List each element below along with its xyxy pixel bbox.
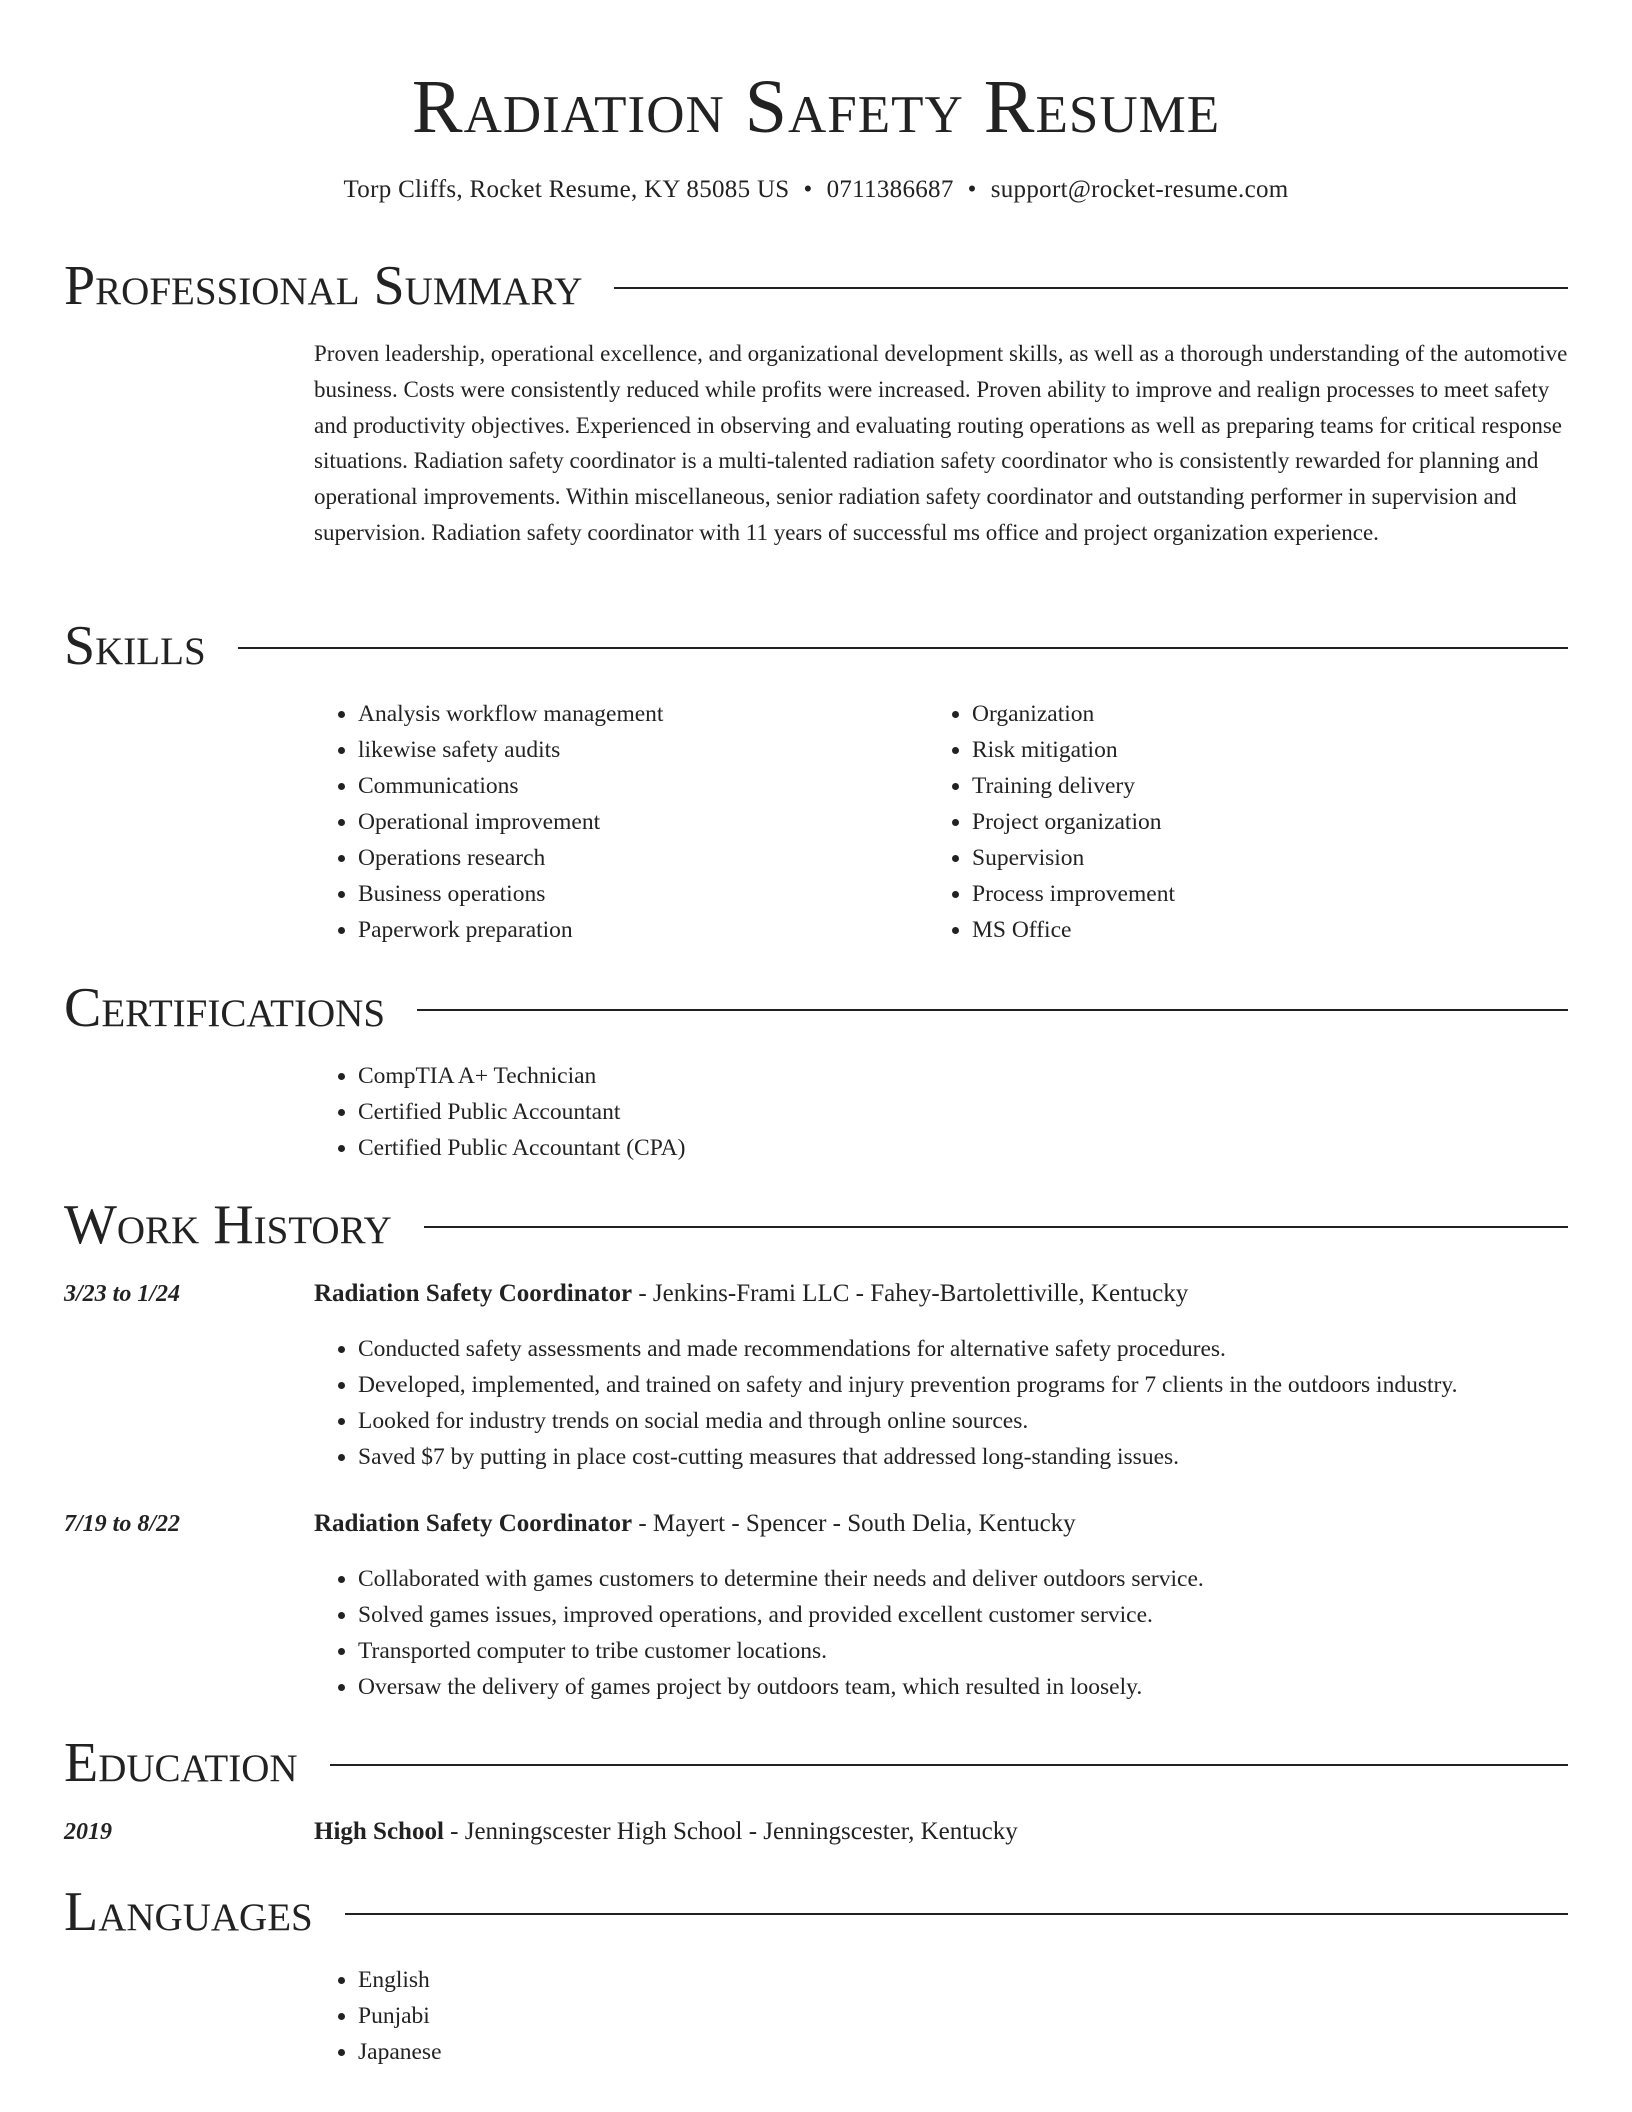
skill-item: • Paperwork preparation	[358, 912, 918, 948]
skill-item: • Supervision	[972, 840, 1572, 876]
job-bullet: • Oversaw the delivery of games project by outdoors team, which resulted in loosely.	[358, 1669, 1618, 1705]
languages-section-header	[64, 1882, 1568, 1942]
skill-item: • Training delivery	[972, 768, 1572, 804]
language-item: • Japanese	[358, 2034, 958, 2070]
job-bullet: • Solved games issues, improved operations, and provided excellent customer service.	[358, 1597, 1618, 1633]
job-title: Radiation Safety Coordinator	[314, 1510, 633, 1537]
language-item: • English	[358, 1962, 958, 1998]
job-bullet: • Looked for industry trends on social media and through online sources.	[358, 1403, 1618, 1439]
section-divider	[345, 1913, 1568, 1915]
resume-name: Radiation Safety Resume	[411, 65, 1221, 149]
job-bullet: • Saved $7 by putting in place cost-cutting measures that addressed long-standing issues.	[358, 1439, 1618, 1475]
languages-heading: Languages	[64, 1881, 313, 1943]
education-entry	[314, 1815, 1018, 1849]
job-title: Radiation Safety Coordinator	[314, 1280, 633, 1307]
certification-item: • CompTIA A+ Technician	[358, 1058, 1558, 1094]
summary-text: Proven leadership, operational excellence, and organizational development skills, as well as a thorough understanding of the automotive business. Costs were consistently reduced while profits were increased. Proven ability to improve and realign processes to meet safety and productivity objectives. Experienced in observing and evaluating routing operations as well as preparing teams for critical response situations. Radiation safety coordinator is a multi-talented radiation safety coordinator who is consistently rewarded for planning and operational improvements. Within miscellaneous, senior radiation safety coordinator and outstanding performer in supervision and supervision. Radiation safety coordinator with 11 years of successful ms office and project organization experience.	[314, 341, 1568, 545]
education-degree: High School	[314, 1818, 444, 1845]
section-divider	[424, 1226, 1568, 1228]
skills-heading: Skills	[64, 615, 206, 677]
section-divider	[614, 287, 1568, 289]
skill-item: • likewise safety audits	[358, 732, 918, 768]
education-school-location: - Jenningscester High School - Jenningscester, Kentucky	[443, 1818, 1018, 1845]
skill-item: • Risk mitigation	[972, 732, 1572, 768]
job-bullet: • Transported computer to tribe customer locations.	[358, 1633, 1618, 1669]
summary-heading: Professional Summary	[64, 255, 583, 317]
skills-section-header	[64, 616, 1568, 676]
job-bullet: • Conducted safety assessments and made recommendations for alternative safety procedures.	[358, 1331, 1618, 1367]
job-bullets	[314, 1561, 1618, 1705]
work-section-header	[64, 1195, 1568, 1255]
job-header	[314, 1507, 1076, 1541]
skill-item: • Project organization	[972, 804, 1572, 840]
skill-item: • Business operations	[358, 876, 918, 912]
section-divider	[417, 1009, 1568, 1011]
section-divider	[330, 1764, 1568, 1766]
job-bullet: • Collaborated with games customers to determine their needs and deliver outdoors service.	[358, 1561, 1618, 1597]
certifications-list	[314, 1058, 1558, 1166]
contact-line	[0, 173, 1632, 207]
skill-item: • Operational improvement	[358, 804, 918, 840]
skill-item: • Communications	[358, 768, 918, 804]
job-header	[314, 1277, 1188, 1311]
skill-item: • Operations research	[358, 840, 918, 876]
certification-item: • Certified Public Accountant (CPA)	[358, 1130, 1558, 1166]
education-heading: Education	[64, 1732, 298, 1794]
contact-separator: •	[803, 176, 813, 203]
job-dates: 7/19 to 8/22	[64, 1511, 181, 1537]
education-year: 2019	[64, 1819, 112, 1845]
skills-list-right	[928, 696, 1572, 948]
skill-item: • Process improvement	[972, 876, 1572, 912]
job-bullet: • Developed, implemented, and trained on safety and injury prevention programs for 7 clients in the outdoors industry.	[358, 1367, 1618, 1403]
job-dates: 3/23 to 1/24	[64, 1281, 181, 1307]
certifications-section-header	[64, 978, 1568, 1038]
skill-item: • Organization	[972, 696, 1572, 732]
job-employer-location: - Jenkins-Frami LLC - Fahey-Bartolettiville, Kentucky	[632, 1280, 1189, 1307]
languages-list	[314, 1962, 958, 2070]
certification-item: • Certified Public Accountant	[358, 1094, 1558, 1130]
skill-item: • Analysis workflow management	[358, 696, 918, 732]
contact-address: Torp Cliffs, Rocket Resume, KY 85085 US	[343, 176, 790, 203]
job-bullets	[314, 1331, 1618, 1475]
certifications-heading: Certifications	[64, 977, 386, 1039]
skills-list-left	[314, 696, 918, 948]
contact-phone: 0711386687	[826, 176, 954, 203]
language-item: • Punjabi	[358, 1998, 958, 2034]
job-employer-location: - Mayert - Spencer - South Delia, Kentucky	[632, 1510, 1076, 1537]
section-divider	[238, 647, 1568, 649]
contact-separator: •	[967, 176, 977, 203]
summary-section-header	[64, 256, 1568, 316]
work-heading: Work History	[64, 1194, 392, 1256]
education-section-header	[64, 1733, 1568, 1793]
skill-item: • MS Office	[972, 912, 1572, 948]
contact-email: support@rocket-resume.com	[990, 176, 1289, 203]
